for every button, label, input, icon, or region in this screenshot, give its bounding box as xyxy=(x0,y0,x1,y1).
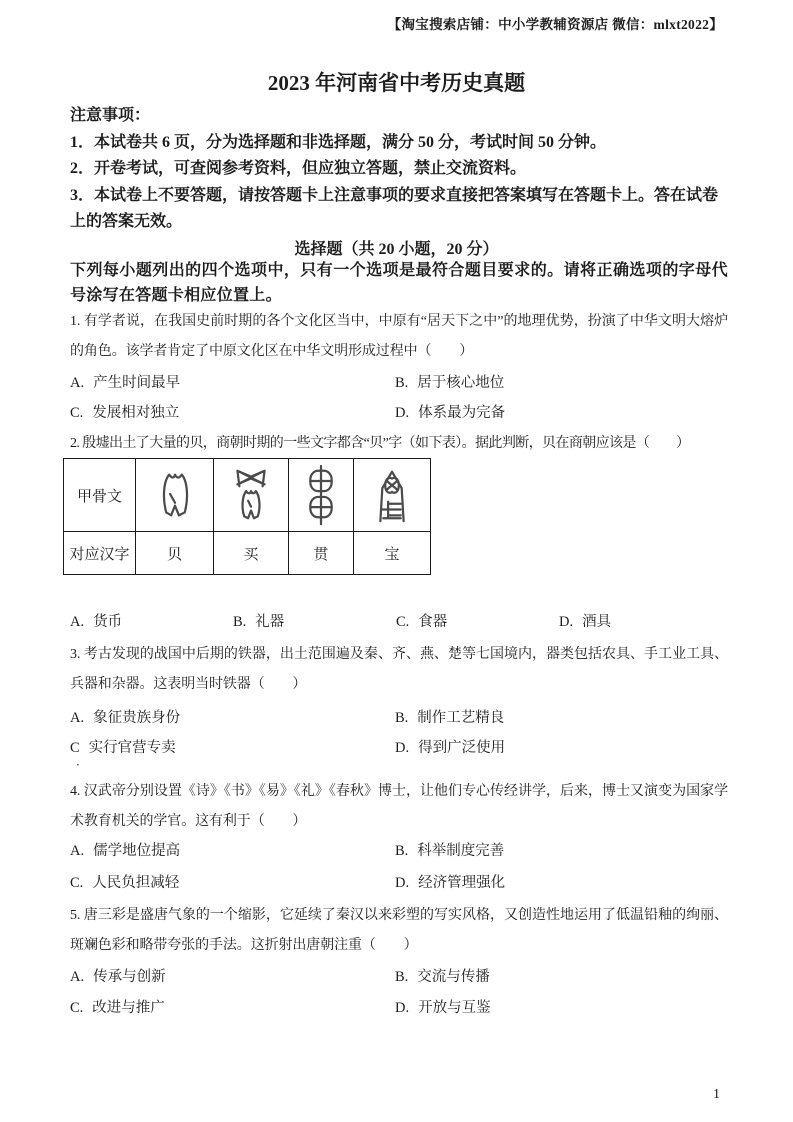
question-3-option-d xyxy=(395,736,720,757)
question-3 xyxy=(70,640,728,766)
option-text: 科举制度完善 xyxy=(417,843,505,859)
option-text: 儒学地位提高 xyxy=(93,843,181,859)
option-text: 发展相对独立 xyxy=(92,405,180,421)
option-text: 礼器 xyxy=(255,614,285,630)
stray-period-mark: ． xyxy=(76,754,89,768)
question-1-stem: 1. 有学者说，在我国史前时期的各个文化区当中，中原有“居天下之中”的地理优势，扮演了中华文明大熔炉的角色。该学者肯定了中原文化区在中华文明形成过程中（ ） xyxy=(70,314,728,359)
option-text: 交流与传播 xyxy=(417,969,490,985)
option-label: B. xyxy=(233,614,247,630)
question-3-options-row-2 xyxy=(70,736,728,766)
option-text: 改进与推广 xyxy=(92,1000,165,1016)
question-3-options-row-1 xyxy=(70,706,728,736)
question-2-stem: 2. 殷墟出土了大量的贝，商朝时期的一些文字都含“贝”字（如下表）。据此判断，贝在商朝应该是（ ） xyxy=(70,436,690,451)
option-label: D. xyxy=(559,614,574,630)
option-label: B. xyxy=(395,375,409,391)
question-4-option-a xyxy=(70,839,395,860)
table-row-modern-characters xyxy=(64,532,431,575)
option-text: 传承与创新 xyxy=(93,969,166,985)
option-text: 象征贵族身份 xyxy=(93,710,181,726)
option-text: 居于核心地位 xyxy=(417,375,505,391)
oracle-glyph-cell-guan xyxy=(289,459,354,532)
option-text: 得到广泛使用 xyxy=(418,740,506,756)
option-label: A. xyxy=(70,710,85,726)
option-label: D. xyxy=(395,875,410,891)
question-5-option-a xyxy=(70,965,395,986)
option-label: B. xyxy=(395,843,409,859)
notice-section xyxy=(70,103,728,236)
table-row2-label: 对应汉字 xyxy=(64,532,136,575)
question-5-option-b xyxy=(395,965,720,986)
oracle-guan-icon xyxy=(297,464,345,526)
question-1-option-b xyxy=(395,371,720,392)
question-4-stem: 4. 汉武帝分别设置《诗》《书》《易》《礼》《春秋》博士，让他们专心传经讲学，后来，博士又演变为国家学术教育机关的学官。这有利于（ ） xyxy=(70,784,728,829)
section-heading: 选择题（共 20 小题，20 分） xyxy=(294,241,499,258)
option-text: 体系最为完备 xyxy=(418,405,506,421)
question-5-options-row-2 xyxy=(70,996,728,1027)
oracle-bei-icon xyxy=(151,464,199,526)
option-label: C. xyxy=(70,405,84,421)
table-char-guan: 贯 xyxy=(289,532,354,575)
option-label: B. xyxy=(395,710,409,726)
question-1-option-c xyxy=(70,401,395,422)
question-3-option-a xyxy=(70,706,395,727)
question-3-option-c xyxy=(70,736,395,757)
oracle-mai-icon xyxy=(227,464,275,526)
question-4 xyxy=(70,777,728,903)
question-3-option-b xyxy=(395,706,720,727)
page-title: 2023 年河南省中考历史真题 xyxy=(267,71,526,95)
question-2-option-c xyxy=(396,610,559,631)
table-char-bei: 贝 xyxy=(136,532,214,575)
question-4-option-d xyxy=(395,871,720,892)
question-2-option-a xyxy=(70,610,233,631)
option-label: A. xyxy=(70,969,85,985)
question-5-option-c xyxy=(70,996,395,1017)
question-2-options-row xyxy=(70,610,728,631)
oracle-glyph-cell-mai xyxy=(214,459,289,532)
notice-item-1: 1．本试卷共 6 页，分为选择题和非选择题，满分 50 分，考试时间 50 分钟。 xyxy=(70,133,607,151)
option-label: B. xyxy=(395,969,409,985)
option-text: 实行官营专卖 xyxy=(88,740,176,756)
option-text: 经济管理强化 xyxy=(418,875,506,891)
question-5-stem: 5. 唐三彩是盛唐气象的一个缩影，它延续了秦汉以来彩塑的写实风格，又创造性地运用了低温铅釉的绚丽、斑斓色彩和略带夸张的手法。这折射出唐朝注重（ ） xyxy=(70,908,728,953)
question-4-options-row-1 xyxy=(70,839,728,871)
question-2-option-d xyxy=(559,610,722,631)
question-1-options-row-1 xyxy=(70,371,728,401)
option-label: C. xyxy=(70,875,84,891)
option-label: C. xyxy=(396,614,410,630)
notice-item-3: 3．本试卷上不要答题，请按答题卡上注意事项的要求直接把答案填写在答题卡上。答在试卷上的答案无效。 xyxy=(70,186,719,230)
option-label: D. xyxy=(395,405,410,421)
table-row1-label: 甲骨文 xyxy=(64,459,136,532)
oracle-glyph-cell-bao xyxy=(354,459,431,532)
option-label: C. xyxy=(70,1000,84,1016)
question-4-option-b xyxy=(395,839,720,860)
notice-item-2: 2．开卷考试，可查阅参考资料，但应独立答题，禁止交流资料。 xyxy=(70,160,527,177)
table-char-bao: 宝 xyxy=(354,532,431,575)
option-text: 食器 xyxy=(418,614,448,630)
question-5-option-d xyxy=(395,996,720,1017)
question-1 xyxy=(70,307,728,431)
table-char-mai: 买 xyxy=(214,532,289,575)
question-2 xyxy=(70,433,728,631)
option-text: 制作工艺精良 xyxy=(417,710,505,726)
oracle-glyph-cell-bei xyxy=(136,459,214,532)
option-label: A. xyxy=(70,614,85,630)
question-5-options-row-1 xyxy=(70,965,728,996)
section-instruction: 下列每小题列出的四个选项中，只有一个选项是最符合题目要求的。请将正确选项的字母代号涂写在答题卡相应位置上。 xyxy=(70,262,728,304)
question-5 xyxy=(70,901,728,1027)
table-row-oracle-script xyxy=(64,459,431,532)
oracle-bone-table xyxy=(63,458,431,575)
option-label: D. xyxy=(395,740,410,756)
page-number: 1 xyxy=(713,1087,720,1102)
option-label: C xyxy=(70,740,80,756)
question-1-option-a xyxy=(70,371,395,392)
option-label: A. xyxy=(70,843,85,859)
notice-heading: 注意事项： xyxy=(70,107,151,124)
option-text: 酒具 xyxy=(582,614,612,630)
oracle-bao-icon xyxy=(368,464,416,526)
option-text: 人民负担减轻 xyxy=(92,875,180,891)
store-watermark-note: 【淘宝搜索店铺：中小学教辅资源店 微信：mlxt2022】 xyxy=(387,17,723,32)
question-3-stem: 3. 考古发现的战国中后期的铁器，出土范围遍及秦、齐、燕、楚等七国境内，器类包括农具、手工业工具、兵器和杂器。这表明当时铁器（ ） xyxy=(70,647,728,692)
option-text: 开放与互鉴 xyxy=(418,1000,491,1016)
option-label: A. xyxy=(70,375,85,391)
question-1-options-row-2 xyxy=(70,401,728,431)
option-text: 货币 xyxy=(93,614,123,630)
option-label: D. xyxy=(395,1000,410,1016)
question-2-option-b xyxy=(233,610,396,631)
question-4-option-c xyxy=(70,871,395,892)
question-4-options-row-2 xyxy=(70,871,728,903)
question-1-option-d xyxy=(395,401,720,422)
option-text: 产生时间最早 xyxy=(93,375,181,391)
